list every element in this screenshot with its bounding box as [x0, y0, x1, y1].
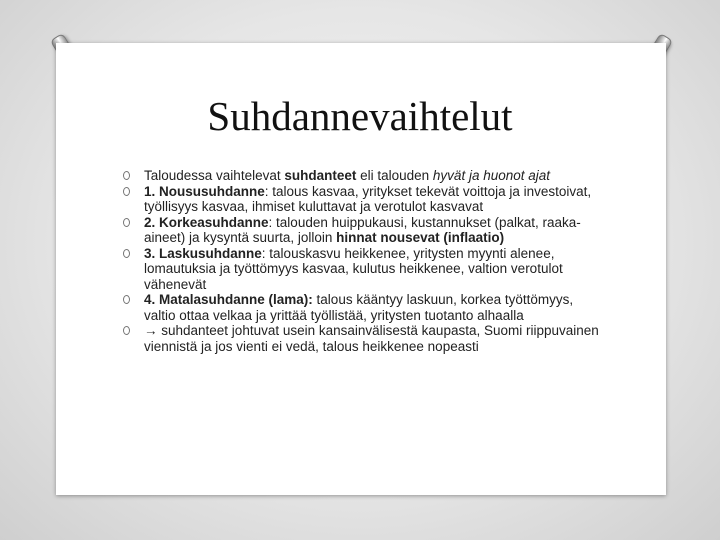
bullet-bold-term: 1. Noususuhdanne [144, 183, 265, 199]
bullet-item [123, 184, 601, 215]
bullet-circle-icon [123, 249, 130, 258]
bullet-circle-icon [123, 295, 130, 304]
bullet-circle-icon [123, 326, 130, 335]
bullet-bold-term: 3. Laskusuhdanne [144, 245, 262, 261]
bullet-item [123, 323, 601, 354]
bullet-text: : talouskasvu heikkenee, yritysten myynti alenee, lomautuksia ja työttömyys kasvaa, kulutus heikkenee, valtion verotulot vähenevät [144, 245, 563, 292]
bullet-item [123, 168, 601, 184]
bullet-bold-term: 4. Matalasuhdanne (lama): [144, 292, 313, 307]
bullet-text: suhdanteet johtuvat usein kansainvälisestä kaupasta, Suomi riippuvainen viennistä ja jos vienti ei vedä, talous heikkenee nopeasti [144, 323, 599, 354]
bullet-circle-icon [123, 218, 130, 227]
bullet-text: eli talouden [356, 168, 433, 183]
bullet-bold-term: 2. Korkeasuhdanne [144, 214, 269, 230]
bullet-circle-icon [123, 187, 130, 196]
bullet-bold-term: hinnat nousevat (inflaatio) [336, 230, 505, 245]
arrow-right-icon: → [144, 323, 158, 338]
bullet-item [123, 246, 601, 293]
bullet-italic-text: hyvät ja huonot ajat [432, 168, 551, 183]
bullet-text: : talouden huippukausi, kustannukset (palkat, raaka-aineet) ja kysyntä suurta, jolloin [144, 214, 581, 245]
bullet-text: talous kääntyy laskuun, korkea työttömyys, valtio ottaa velkaa ja yrittää työllistää, yritysten tuotanto alhaalla [144, 292, 574, 323]
bullet-text: Taloudessa vaihtelevat [144, 168, 285, 183]
bullet-bold-term: suhdanteet [284, 168, 357, 183]
bullet-list [123, 168, 601, 354]
bullet-item [123, 292, 601, 323]
slide-title: Suhdannevaihtelut [207, 93, 513, 139]
bullet-text: : talous kasvaa, yritykset tekevät voittoja ja investoivat, työllisyys kasvaa, ihmiset kuluttavat ja verotulot kasvavat [144, 183, 592, 214]
bullet-circle-icon [123, 171, 130, 180]
bullet-item [123, 215, 601, 246]
